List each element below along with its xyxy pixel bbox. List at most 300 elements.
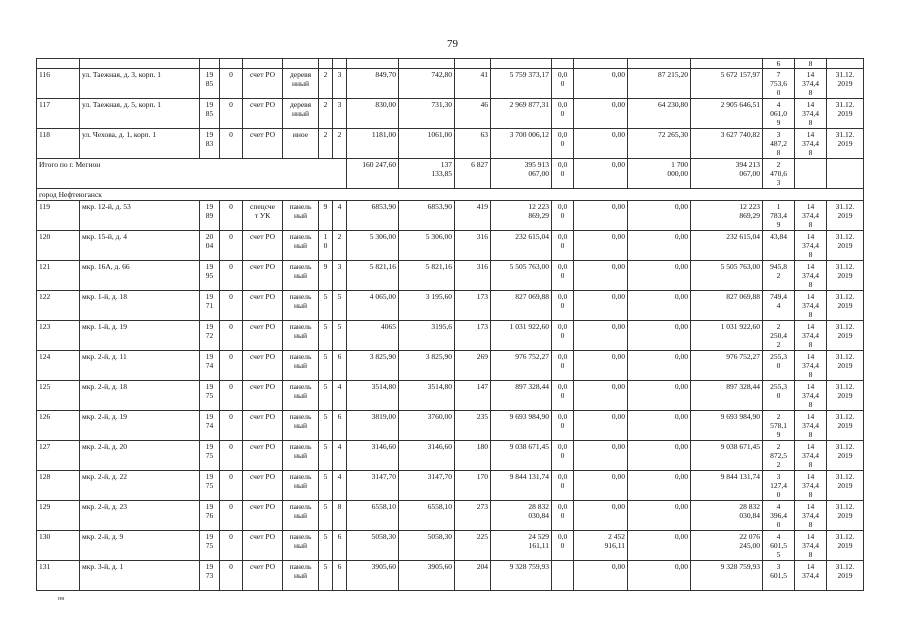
address-cell: ул. Таежная, д. 5, корп. 1 xyxy=(80,99,200,129)
table-row xyxy=(37,201,864,231)
address-cell: мкр. 1-й, д. 18 xyxy=(80,291,200,321)
table-row xyxy=(37,441,864,471)
living-area-cell: 3195,6 xyxy=(399,321,455,351)
col-12-cell: 2 452 916,11 xyxy=(574,531,628,561)
col-15-cell: 749,4 4 xyxy=(763,291,795,321)
wall-material-cell: панель ный xyxy=(283,501,319,531)
col-11-cell: 0,0 0 xyxy=(552,231,574,261)
floors-cell: 9 xyxy=(319,201,333,231)
deadline-cell: 31.12. 2019 xyxy=(827,231,864,261)
col-12-cell: 0,00 xyxy=(574,99,628,129)
table-cell xyxy=(827,159,864,189)
repair-cost-cell: 28 832 030,84 xyxy=(491,501,552,531)
continuation-row xyxy=(37,59,864,69)
table-cell xyxy=(795,159,827,189)
entrances-cell: 5 xyxy=(333,291,347,321)
col-16-cell: 14 374,4 8 xyxy=(795,99,827,129)
floors-cell: 5 xyxy=(319,531,333,561)
col-13-cell: 0,00 xyxy=(628,231,691,261)
col-15-cell: 3 127,4 0 xyxy=(763,471,795,501)
col-12-cell: 0,00 xyxy=(574,471,628,501)
deadline-cell: 31.12. 2019 xyxy=(827,291,864,321)
entrances-cell: 3 xyxy=(333,99,347,129)
deadline-cell: 31.12. 2019 xyxy=(827,441,864,471)
build-year-cell: 19 75 xyxy=(200,471,220,501)
col-16-cell: 14 374,4 8 xyxy=(795,261,827,291)
fund-method-cell: спецсче т УК xyxy=(243,201,283,231)
col-15-cell: 255,3 0 xyxy=(763,351,795,381)
col-11-cell: 0,0 0 xyxy=(552,321,574,351)
total-cost: 395 913 067,00 xyxy=(491,159,552,189)
table-row xyxy=(37,531,864,561)
col-13-cell: 72 265,30 xyxy=(628,129,691,159)
col-15-cell: 2 578,1 9 xyxy=(763,411,795,441)
col-15-cell: 4 601,5 5 xyxy=(763,531,795,561)
col-16-cell: 14 374,4 8 xyxy=(795,501,827,531)
col-16-cell: 14 374,4 8 xyxy=(795,69,827,99)
table-cell xyxy=(80,59,200,69)
repair-cost-cell: 5 505 763,00 xyxy=(491,261,552,291)
col-13-cell: 0,00 xyxy=(628,381,691,411)
col-3-cell: 0 xyxy=(220,129,243,159)
fund-method-cell: счет РО xyxy=(243,471,283,501)
entrances-cell: 5 xyxy=(333,321,347,351)
wall-material-cell: панель ный xyxy=(283,201,319,231)
col-16-cell: 14 374,4 8 xyxy=(795,531,827,561)
entrances-cell: 6 xyxy=(333,531,347,561)
col-3-cell: 0 xyxy=(220,261,243,291)
fund-method-cell: счет РО xyxy=(243,441,283,471)
col-3-cell: 0 xyxy=(220,291,243,321)
floors-cell: 5 xyxy=(319,561,333,591)
row-number-cell: 121 xyxy=(37,261,80,291)
page-number: 79 xyxy=(447,38,458,50)
total-area-cell: 1181,00 xyxy=(347,129,399,159)
col-15-cell: 1 783,4 9 xyxy=(763,201,795,231)
repair-cost-cell: 232 615,04 xyxy=(491,231,552,261)
total-area-cell: 6853,90 xyxy=(347,201,399,231)
address-cell: мкр. 2-й, д. 9 xyxy=(80,531,200,561)
build-year-cell: 19 75 xyxy=(200,381,220,411)
repair-cost-cell: 5 759 373,17 xyxy=(491,69,552,99)
wall-material-cell: панель ный xyxy=(283,351,319,381)
col-13-cell: 64 230,80 xyxy=(628,99,691,129)
deadline-cell: 31.12. 2019 xyxy=(827,69,864,99)
total-area-cell: 4 065,00 xyxy=(347,291,399,321)
col-13-cell: 0,00 xyxy=(628,351,691,381)
table-row xyxy=(37,261,864,291)
table-row xyxy=(37,561,864,591)
col-12-cell: 0,00 xyxy=(574,321,628,351)
build-year-cell: 19 75 xyxy=(200,441,220,471)
col-15-cell: 3 601,5 xyxy=(763,561,795,591)
repair-cost-cell: 897 328,44 xyxy=(491,381,552,411)
col-11-cell: 0,0 0 xyxy=(552,441,574,471)
address-cell: мкр. 15-й, д. 4 xyxy=(80,231,200,261)
row-number-cell: 120 xyxy=(37,231,80,261)
col-16-cell: 14 374,4 8 xyxy=(795,129,827,159)
repair-cost-cell: 12 223 869,29 xyxy=(491,201,552,231)
total-row xyxy=(37,159,864,189)
col-15-cell: 2 250,4 2 xyxy=(763,321,795,351)
total-area-cell: 3514,80 xyxy=(347,381,399,411)
repair-cost-cell: 976 752,27 xyxy=(491,351,552,381)
col-15-cell: 2 872,5 2 xyxy=(763,441,795,471)
total-area2: 137 133,85 xyxy=(399,159,455,189)
table-cell: 6 xyxy=(763,59,795,69)
build-year-cell: 19 83 xyxy=(200,129,220,159)
residents-cell: 46 xyxy=(455,99,491,129)
total-c12: 0,00 xyxy=(574,159,628,189)
table-row xyxy=(37,231,864,261)
wall-material-cell: панель ный xyxy=(283,261,319,291)
col-15-cell: 3 487,2 8 xyxy=(763,129,795,159)
residents-cell: 204 xyxy=(455,561,491,591)
total-label: Итого по г. Мегион xyxy=(37,159,347,189)
living-area-cell: 1061,00 xyxy=(399,129,455,159)
col-13-cell: 0,00 xyxy=(628,321,691,351)
table-cell xyxy=(243,59,283,69)
living-area-cell: 5 821,16 xyxy=(399,261,455,291)
living-area-cell: 731,30 xyxy=(399,99,455,129)
col-3-cell: 0 xyxy=(220,351,243,381)
deadline-cell: 31.12. 2019 xyxy=(827,501,864,531)
deadline-cell: 31.12. 2019 xyxy=(827,561,864,591)
table-cell: 8 xyxy=(795,59,827,69)
col-16-cell: 14 374,4 8 xyxy=(795,471,827,501)
table-row xyxy=(37,291,864,321)
deadline-cell: 31.12. 2019 xyxy=(827,471,864,501)
repair-cost-cell: 9 844 131,74 xyxy=(491,471,552,501)
deadline-cell: 31.12. 2019 xyxy=(827,381,864,411)
wall-material-cell: панель ный xyxy=(283,381,319,411)
address-cell: мкр. 1-й, д. 19 xyxy=(80,321,200,351)
table-cell xyxy=(552,59,574,69)
col-12-cell: 0,00 xyxy=(574,501,628,531)
residents-cell: 316 xyxy=(455,231,491,261)
deadline-cell: 31.12. 2019 xyxy=(827,129,864,159)
col-14-cell: 897 328,44 xyxy=(691,381,763,411)
row-number-cell: 131 xyxy=(37,561,80,591)
table-cell xyxy=(691,59,763,69)
col-16-cell: 14 374,4 8 xyxy=(795,351,827,381)
col-11-cell: 0,0 0 xyxy=(552,261,574,291)
col-16-cell: 14 374,4 xyxy=(795,561,827,591)
address-cell: ул. Таежная, д. 3, корп. 1 xyxy=(80,69,200,99)
total-ppl: 6 827 xyxy=(455,159,491,189)
col-3-cell: 0 xyxy=(220,441,243,471)
row-number-cell: 119 xyxy=(37,201,80,231)
col-12-cell: 0,00 xyxy=(574,561,628,591)
table-cell xyxy=(347,59,399,69)
col-14-cell: 22 076 245,00 xyxy=(691,531,763,561)
col-13-cell: 0,00 xyxy=(628,561,691,591)
col-14-cell: 28 832 030,84 xyxy=(691,501,763,531)
floors-cell: 5 xyxy=(319,411,333,441)
table-row xyxy=(37,321,864,351)
row-number-cell: 123 xyxy=(37,321,80,351)
total-c11: 0,0 0 xyxy=(552,159,574,189)
total-area-cell: 830,00 xyxy=(347,99,399,129)
table-cell xyxy=(574,59,628,69)
entrances-cell: 8 xyxy=(333,501,347,531)
table-row xyxy=(37,351,864,381)
deadline-cell: 31.12. 2019 xyxy=(827,201,864,231)
col-14-cell: 5 505 763,00 xyxy=(691,261,763,291)
deadline-cell: 31.12. 2019 xyxy=(827,531,864,561)
build-year-cell: 19 75 xyxy=(200,531,220,561)
repair-cost-cell: 827 069,88 xyxy=(491,291,552,321)
living-area-cell: 6853,90 xyxy=(399,201,455,231)
repair-cost-cell: 9 038 671,45 xyxy=(491,441,552,471)
wall-material-cell: иное xyxy=(283,129,319,159)
total-area-cell: 3146,60 xyxy=(347,441,399,471)
row-number-cell: 126 xyxy=(37,411,80,441)
entrances-cell: 4 xyxy=(333,471,347,501)
total-area-cell: 3147,70 xyxy=(347,471,399,501)
fund-method-cell: счет РО xyxy=(243,261,283,291)
deadline-cell: 31.12. 2019 xyxy=(827,261,864,291)
fund-method-cell: счет РО xyxy=(243,531,283,561)
total-area-cell: 3 825,90 xyxy=(347,351,399,381)
col-11-cell: 0,0 0 xyxy=(552,99,574,129)
table-row xyxy=(37,381,864,411)
wall-material-cell: панель ный xyxy=(283,231,319,261)
city-heading: город Нефтеюганск xyxy=(37,189,864,201)
col-16-cell: 14 374,4 8 xyxy=(795,321,827,351)
table-cell xyxy=(628,59,691,69)
residents-cell: 180 xyxy=(455,441,491,471)
entrances-cell: 6 xyxy=(333,351,347,381)
living-area-cell: 5058,30 xyxy=(399,531,455,561)
col-15-cell: 7 753,6 0 xyxy=(763,69,795,99)
col-15-cell: 945,8 2 xyxy=(763,261,795,291)
col-11-cell: 0,0 0 xyxy=(552,201,574,231)
floors-cell: 5 xyxy=(319,321,333,351)
col-14-cell: 9 693 984,90 xyxy=(691,411,763,441)
fund-method-cell: счет РО xyxy=(243,561,283,591)
living-area-cell: 3 195,60 xyxy=(399,291,455,321)
col-3-cell: 0 xyxy=(220,69,243,99)
col-13-cell: 0,00 xyxy=(628,201,691,231)
repair-cost-cell: 3 700 006,12 xyxy=(491,129,552,159)
col-14-cell: 976 752,27 xyxy=(691,351,763,381)
address-cell: ул. Чехова, д. 1, корп. 1 xyxy=(80,129,200,159)
col-16-cell: 14 374,4 8 xyxy=(795,291,827,321)
repair-cost-cell: 9 693 984,90 xyxy=(491,411,552,441)
living-area-cell: 3 825,90 xyxy=(399,351,455,381)
table-cell xyxy=(399,59,455,69)
col-14-cell: 9 844 131,74 xyxy=(691,471,763,501)
build-year-cell: 19 95 xyxy=(200,261,220,291)
row-number-cell: 128 xyxy=(37,471,80,501)
living-area-cell: 742,80 xyxy=(399,69,455,99)
wall-material-cell: панель ный xyxy=(283,411,319,441)
row-number-cell: 125 xyxy=(37,381,80,411)
total-c14: 394 213 067,00 xyxy=(691,159,763,189)
entrances-cell: 3 xyxy=(333,69,347,99)
floors-cell: 2 xyxy=(319,129,333,159)
residents-cell: 419 xyxy=(455,201,491,231)
col-3-cell: 0 xyxy=(220,201,243,231)
col-14-cell: 232 615,04 xyxy=(691,231,763,261)
col-16-cell: 14 374,4 8 xyxy=(795,381,827,411)
col-14-cell: 3 627 740,82 xyxy=(691,129,763,159)
total-c13: 1 700 000,00 xyxy=(628,159,691,189)
col-15-cell: 4 396,4 0 xyxy=(763,501,795,531)
floors-cell: 2 xyxy=(319,99,333,129)
col-12-cell: 0,00 xyxy=(574,261,628,291)
col-11-cell: 0,0 0 xyxy=(552,411,574,441)
deadline-cell: 31.12. 2019 xyxy=(827,351,864,381)
col-13-cell: 87 215,20 xyxy=(628,69,691,99)
col-11-cell: 0,0 0 xyxy=(552,351,574,381)
build-year-cell: 19 74 xyxy=(200,351,220,381)
living-area-cell: 6558,10 xyxy=(399,501,455,531)
row-number-cell: 116 xyxy=(37,69,80,99)
residents-cell: 41 xyxy=(455,69,491,99)
living-area-cell: 3905,60 xyxy=(399,561,455,591)
wall-material-cell: деревя нный xyxy=(283,69,319,99)
col-12-cell: 0,00 xyxy=(574,381,628,411)
fund-method-cell: счет РО xyxy=(243,321,283,351)
table-row xyxy=(37,471,864,501)
address-cell: мкр. 2-й, д. 18 xyxy=(80,381,200,411)
row-number-cell: 117 xyxy=(37,99,80,129)
wall-material-cell: панель ный xyxy=(283,471,319,501)
fund-method-cell: счет РО xyxy=(243,501,283,531)
fund-method-cell: счет РО xyxy=(243,129,283,159)
col-14-cell: 5 672 157,97 xyxy=(691,69,763,99)
address-cell: мкр. 2-й, д. 19 xyxy=(80,411,200,441)
col-14-cell: 2 905 646,51 xyxy=(691,99,763,129)
footer-mark: нн xyxy=(58,596,65,602)
living-area-cell: 5 306,00 xyxy=(399,231,455,261)
col-3-cell: 0 xyxy=(220,501,243,531)
table-row xyxy=(37,129,864,159)
table-row xyxy=(37,99,864,129)
entrances-cell: 4 xyxy=(333,381,347,411)
wall-material-cell: панель ный xyxy=(283,561,319,591)
row-number-cell: 118 xyxy=(37,129,80,159)
table-cell xyxy=(220,59,243,69)
col-16-cell: 14 374,4 8 xyxy=(795,441,827,471)
floors-cell: 5 xyxy=(319,351,333,381)
fund-method-cell: счет РО xyxy=(243,231,283,261)
col-12-cell: 0,00 xyxy=(574,231,628,261)
floors-cell: 5 xyxy=(319,291,333,321)
col-3-cell: 0 xyxy=(220,531,243,561)
residents-cell: 273 xyxy=(455,501,491,531)
build-year-cell: 19 71 xyxy=(200,291,220,321)
entrances-cell: 6 xyxy=(333,411,347,441)
col-14-cell: 9 328 759,93 xyxy=(691,561,763,591)
address-cell: мкр. 2-й, д. 23 xyxy=(80,501,200,531)
living-area-cell: 3146,60 xyxy=(399,441,455,471)
col-3-cell: 0 xyxy=(220,99,243,129)
total-area-cell: 3905,60 xyxy=(347,561,399,591)
col-12-cell: 0,00 xyxy=(574,291,628,321)
table-cell xyxy=(37,59,80,69)
row-number-cell: 122 xyxy=(37,291,80,321)
table-cell xyxy=(455,59,491,69)
col-11-cell xyxy=(552,561,574,591)
wall-material-cell: панель ный xyxy=(283,441,319,471)
col-12-cell: 0,00 xyxy=(574,441,628,471)
row-number-cell: 130 xyxy=(37,531,80,561)
table-row xyxy=(37,411,864,441)
table-cell xyxy=(283,59,319,69)
fund-method-cell: счет РО xyxy=(243,99,283,129)
col-15-cell: 43,84 xyxy=(763,231,795,261)
entrances-cell: 6 xyxy=(333,561,347,591)
col-16-cell: 14 374,4 8 xyxy=(795,411,827,441)
deadline-cell: 31.12. 2019 xyxy=(827,99,864,129)
entrances-cell: 2 xyxy=(333,129,347,159)
col-11-cell: 0,0 0 xyxy=(552,381,574,411)
table-cell xyxy=(319,59,333,69)
col-13-cell: 0,00 xyxy=(628,291,691,321)
col-13-cell: 0,00 xyxy=(628,501,691,531)
repair-cost-cell: 2 969 877,31 xyxy=(491,99,552,129)
row-number-cell: 129 xyxy=(37,501,80,531)
fund-method-cell: счет РО xyxy=(243,351,283,381)
table-row xyxy=(37,69,864,99)
col-13-cell: 0,00 xyxy=(628,411,691,441)
residents-cell: 147 xyxy=(455,381,491,411)
fund-method-cell: счет РО xyxy=(243,69,283,99)
col-3-cell: 0 xyxy=(220,231,243,261)
repair-cost-cell: 9 328 759,93 xyxy=(491,561,552,591)
col-11-cell: 0,0 0 xyxy=(552,69,574,99)
col-12-cell: 0,00 xyxy=(574,69,628,99)
residents-cell: 63 xyxy=(455,129,491,159)
residents-cell: 173 xyxy=(455,291,491,321)
col-11-cell: 0,0 0 xyxy=(552,531,574,561)
col-3-cell: 0 xyxy=(220,411,243,441)
repair-cost-cell: 24 529 161,11 xyxy=(491,531,552,561)
floors-cell: 5 xyxy=(319,501,333,531)
floors-cell: 5 xyxy=(319,381,333,411)
table-row xyxy=(37,501,864,531)
col-11-cell: 0,0 0 xyxy=(552,471,574,501)
address-cell: мкр. 16А, д. 66 xyxy=(80,261,200,291)
wall-material-cell: панель ный xyxy=(283,531,319,561)
col-15-cell: 4 061,0 9 xyxy=(763,99,795,129)
floors-cell: 5 xyxy=(319,441,333,471)
col-3-cell: 0 xyxy=(220,381,243,411)
fund-method-cell: счет РО xyxy=(243,291,283,321)
col-15-cell: 255,3 0 xyxy=(763,381,795,411)
col-12-cell: 0,00 xyxy=(574,201,628,231)
col-11-cell: 0,0 0 xyxy=(552,291,574,321)
build-year-cell: 19 85 xyxy=(200,69,220,99)
col-12-cell: 0,00 xyxy=(574,411,628,441)
entrances-cell: 2 xyxy=(333,231,347,261)
col-12-cell: 0,00 xyxy=(574,351,628,381)
col-13-cell: 0,00 xyxy=(628,261,691,291)
wall-material-cell: панель ный xyxy=(283,291,319,321)
fund-method-cell: счет РО xyxy=(243,381,283,411)
floors-cell: 9 xyxy=(319,261,333,291)
col-13-cell: 0,00 xyxy=(628,441,691,471)
table-cell xyxy=(200,59,220,69)
address-cell: мкр. 2-й, д. 22 xyxy=(80,471,200,501)
total-area-cell: 5 306,00 xyxy=(347,231,399,261)
entrances-cell: 4 xyxy=(333,201,347,231)
col-3-cell: 0 xyxy=(220,561,243,591)
residents-cell: 235 xyxy=(455,411,491,441)
